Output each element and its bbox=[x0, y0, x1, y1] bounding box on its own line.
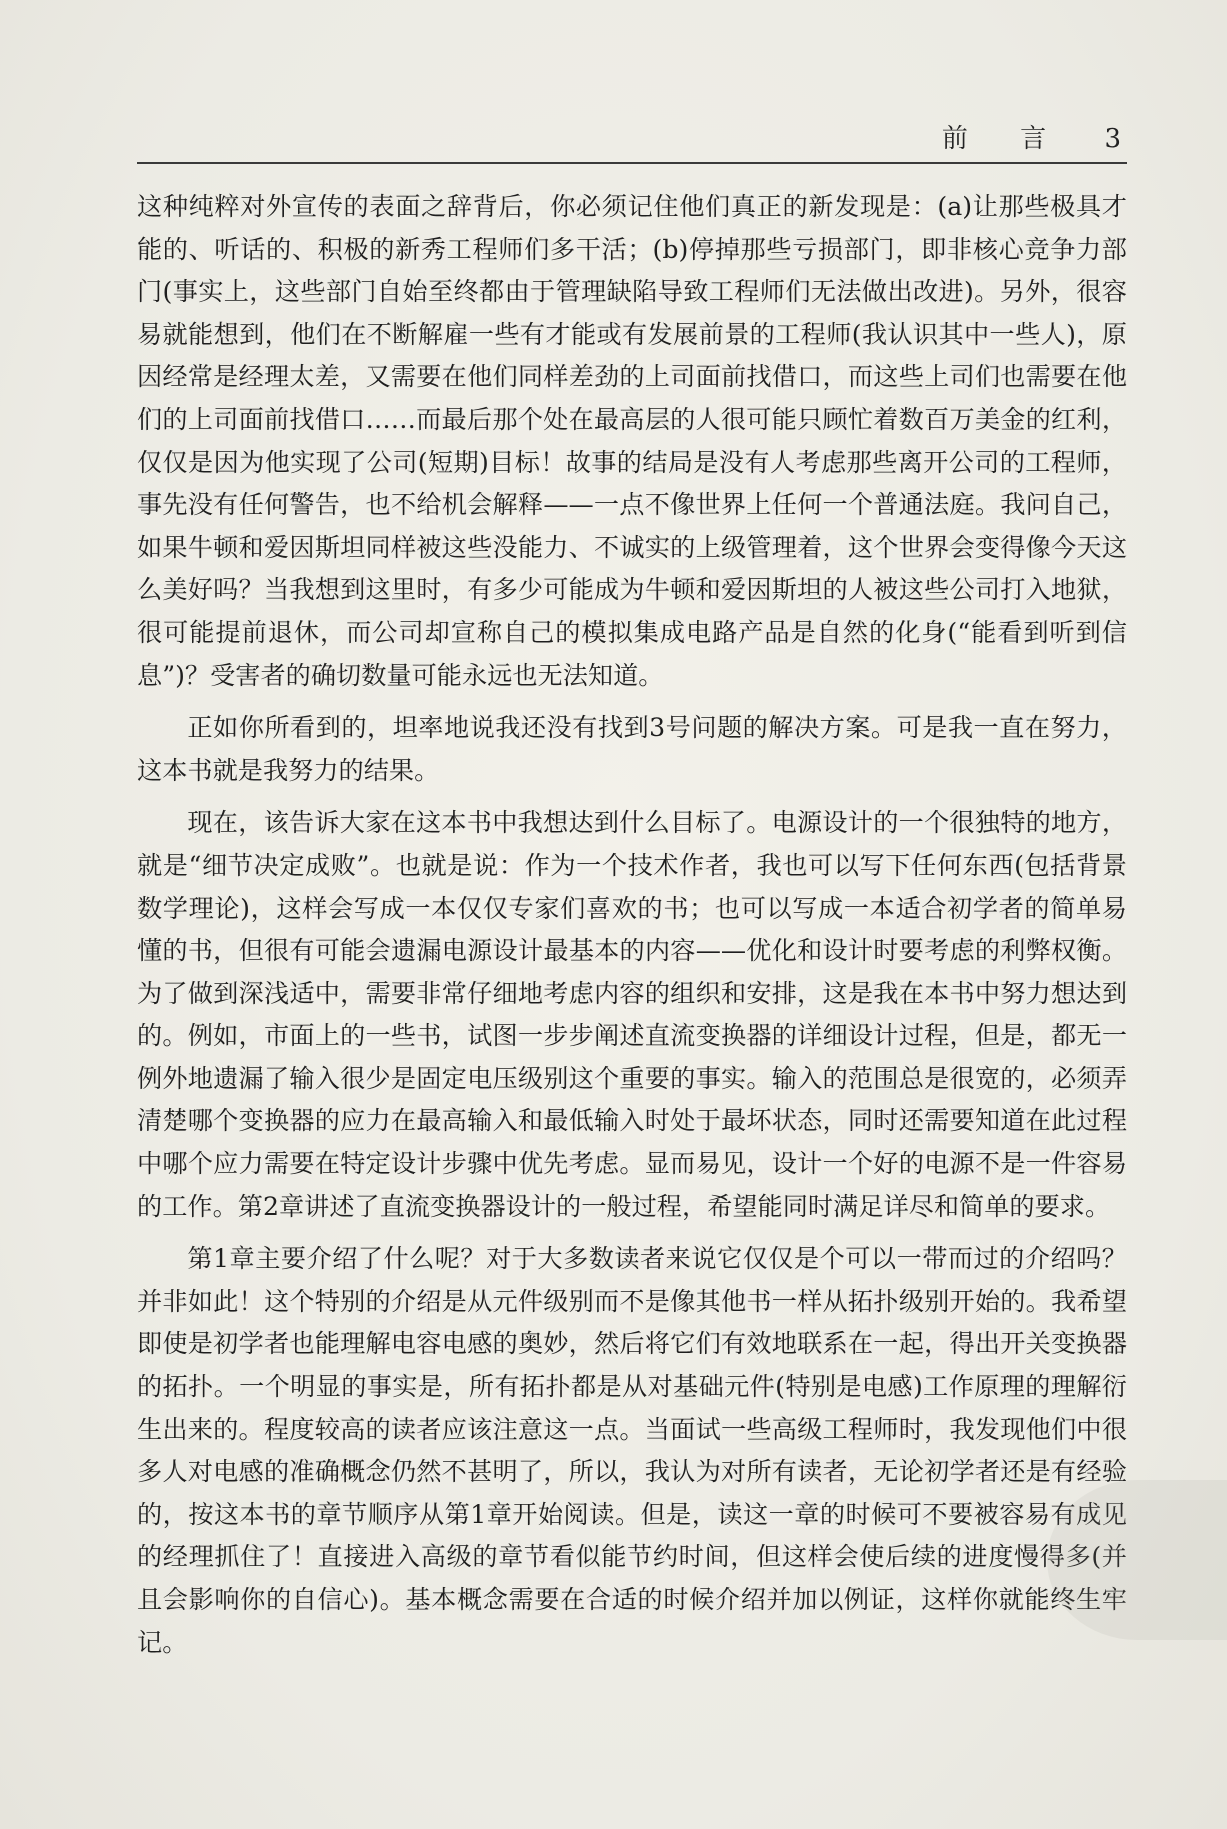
body-text bbox=[137, 186, 1127, 1674]
running-head bbox=[942, 118, 1123, 155]
chapter-title: 前 言 bbox=[941, 124, 1069, 154]
paragraph: 第1章主要介绍了什么呢？对于大多数读者来说它仅仅是个可以一带而过的介绍吗？并非如此！这个特别的介绍是从元件级别而不是像其他书一样从拓扑级别开始的。我希望即使是初学者也能理解电容电感的奥妙，然后将它们有效地联系在一起，得出开关变换器的拓扑。一个明显的事实是，所有拓扑都是从对基础元件(特别是电感)工作原理的理解衍生出来的。程度较高的读者应该注意这一点。当面试一些高级工程师时，我发现他们中很多人对电感的准确概念仍然不甚明了，所以，我认为对所有读者，无论初学者还是有经验的，按这本书的章节顺序从第1章开始阅读。但是，读这一章的时候可不要被容易有成见的经理抓住了！直接进入高级的章节看似能节约时间，但这样会使后续的进度慢得多(并且会影响你的自信心)。基本概念需要在合适的时候介绍并加以例证，这样你就能终生牢记。 bbox=[137, 1244, 1127, 1657]
scan-watermark bbox=[1047, 1480, 1227, 1640]
paragraph: 正如你所看到的，坦率地说我还没有找到3号问题的解决方案。可是我一直在努力，这本书就是我努力的结果。 bbox=[137, 713, 1127, 785]
header-rule bbox=[137, 162, 1127, 164]
page-number: 3 bbox=[1104, 124, 1123, 154]
paragraph: 现在，该告诉大家在这本书中我想达到什么目标了。电源设计的一个很独特的地方，就是“细节决定成败”。也就是说：作为一个技术作者，我也可以写下任何东西(包括背景数学理论)，这样会写成一本仅仅专家们喜欢的书；也可以写成一本适合初学者的简单易懂的书，但很有可能会遗漏电源设计最基本的内容——优化和设计时要考虑的利弊权衡。为了做到深浅适中，需要非常仔细地考虑内容的组织和安排，这是我在本书中努力想达到的。例如，市面上的一些书，试图一步步阐述直流变换器的详细设计过程，但是，都无一例外地遗漏了输入很少是固定电压级别这个重要的事实。输入的范围总是很宽的，必须弄清楚哪个变换器的应力在最高输入和最低输入时处于最坏状态，同时还需要知道在此过程中哪个应力需要在特定设计步骤中优先考虑。显而易见，设计一个好的电源不是一件容易的工作。第2章讲述了直流变换器设计的一般过程，希望能同时满足详尽和简单的要求。 bbox=[137, 808, 1127, 1221]
paragraph: 这种纯粹对外宣传的表面之辞背后，你必须记住他们真正的新发现是：(a)让那些极具才能的、听话的、积极的新秀工程师们多干活；(b)停掉那些亏损部门，即非核心竞争力部门(事实上，这些部门自始至终都由于管理缺陷导致工程师们无法做出改进)。另外，很容易就能想到，他们在不断解雇一些有才能或有发展前景的工程师(我认识其中一些人)，原因经常是经理太差，又需要在他们同样差劲的上司面前找借口，而这些上司们也需要在他们的上司面前找借口……而最后那个处在最高层的人很可能只顾忙着数百万美金的红利，仅仅是因为他实现了公司(短期)目标！故事的结局是没有人考虑那些离开公司的工程师，事先没有任何警告，也不给机会解释——一点不像世界上任何一个普通法庭。我问自己，如果牛顿和爱因斯坦同样被这些没能力、不诚实的上级管理着，这个世界会变得像今天这么美好吗？当我想到这里时，有多少可能成为牛顿和爱因斯坦的人被这些公司打入地狱，很可能提前退休，而公司却宣称自己的模拟集成电路产品是自然的化身(“能看到听到信息”)？受害者的确切数量可能永远也无法知道。 bbox=[137, 192, 1127, 690]
